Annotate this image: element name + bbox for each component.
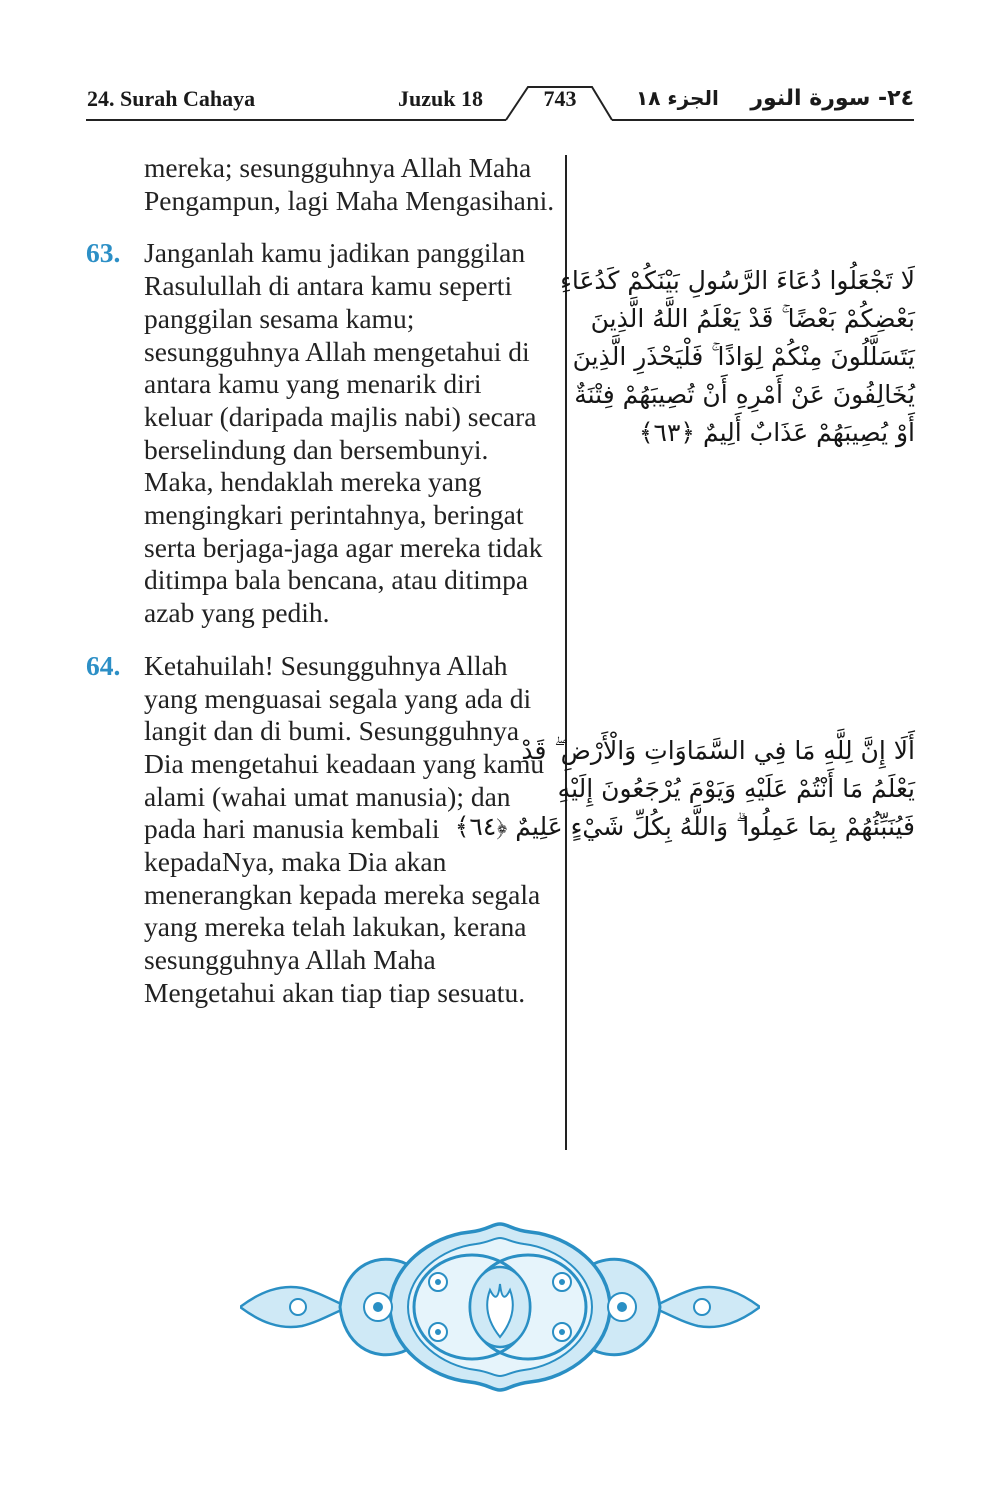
arabic-line: فَيُنَبِّئُهُمْ بِمَا عَمِلُوا ۗ وَاللَّهُ بِكُلِّ شَيْءٍ عَلِيمٌ ﴿٦٤﴾	[454, 812, 915, 841]
arabic-line: أَلَا إِنَّ لِلَّهِ مَا فِي السَّمَاوَاتِ وَالْأَرْضِ ۖ قَدْ	[521, 736, 915, 765]
translation-column	[86, 152, 556, 1030]
arabic-line: يُخَالِفُونَ عَنْ أَمْرِهِ أَنْ تُصِيبَهُمْ فِتْنَةٌ	[574, 380, 915, 409]
arabic-line: يَتَسَلَّلُونَ مِنْكُمْ لِوَاذًا ۚ فَلْيَحْذَرِ الَّذِينَ	[572, 342, 915, 371]
verse-number: 64.	[86, 649, 121, 681]
verse-text: Janganlah kamu jadikan panggilan Rasulullah di antara kamu seperti panggilan sesama kamu; sesungguhnya Allah mengetahui di antara kamu yang menarik diri keluar (daripada majlis nabi) secara berselindung dan bersembunyi. Maka, hendaklah mereka yang mengingkari perintahnya, beringat serta berjaga-jaga agar mereka tidak ditimpa bala bencana, atau ditimpa azab yang pedih.	[144, 237, 543, 629]
juz-title-arabic: الجزء ١٨	[636, 86, 719, 110]
surah-title: 24. Surah Cahaya	[87, 86, 256, 111]
juz-title: Juzuk 18	[398, 86, 483, 111]
verse-number: 63.	[86, 237, 121, 269]
verse-text: Ketahuilah! Sesungguhnya Allah yang menguasai segala yang ada di langit dan di bumi. Sesungguhnya Dia mengetahui keadaan yang kamu alami (wahai umat manusia); dan pada hari manusia kembali kepadaNya, maka Dia akan menerangkan kepada mereka segala yang mereka telah lakukan, kerana sesungguhnya Allah Maha Mengetahui akan tiap tiap sesuatu.	[144, 649, 545, 1008]
verse-63-translation	[86, 237, 556, 629]
header-rule	[0, 0, 1000, 140]
arabic-verse-63	[560, 262, 915, 452]
arabic-verse-64	[454, 732, 915, 846]
arabic-line: يَعْلَمُ مَا أَنْتُمْ عَلَيْهِ وَيَوْمَ يُرْجَعُونَ إِلَيْهِ	[557, 774, 915, 803]
arabic-line: أَوْ يُصِيبَهُمْ عَذَابٌ أَلِيمٌ ﴿٦٣﴾	[638, 418, 915, 447]
page-number: 743	[543, 86, 577, 111]
continuation-paragraph	[86, 152, 556, 217]
continuation-text: mereka; sesungguhnya Allah Maha Pengampun, lagi Maha Mengasihani.	[144, 152, 555, 216]
page-header	[0, 0, 1000, 140]
floral-ornament	[240, 1222, 760, 1392]
surah-title-arabic: ٢٤- سورة النور	[750, 86, 914, 111]
arabic-line: بَعْضِكُمْ بَعْضًا ۚ قَدْ يَعْلَمُ اللَّهُ الَّذِينَ	[590, 304, 915, 333]
arabic-line: لَا تَجْعَلُوا دُعَاءَ الرَّسُولِ بَيْنَكُمْ كَدُعَاءِ	[560, 266, 915, 295]
